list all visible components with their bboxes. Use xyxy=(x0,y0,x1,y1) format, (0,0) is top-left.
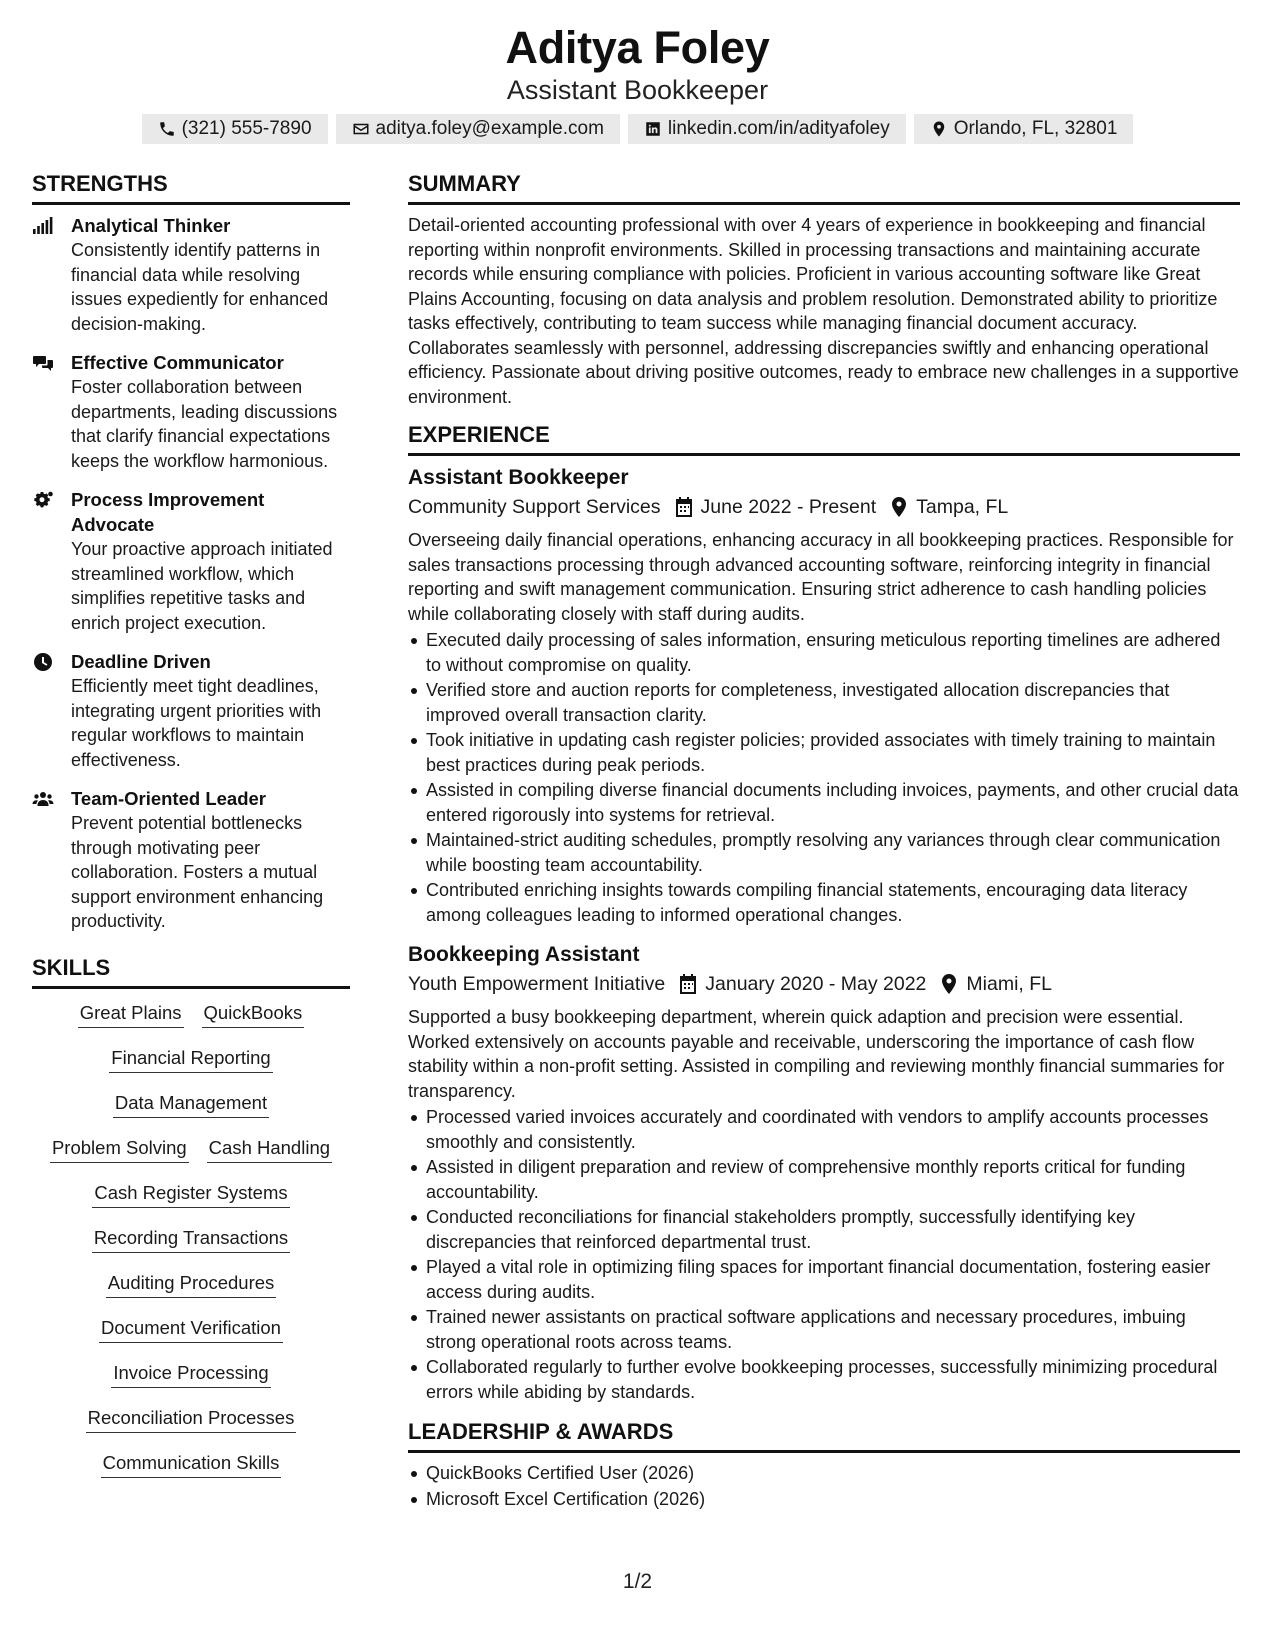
skill-tag: Recording Transactions xyxy=(92,1224,290,1253)
list-item: Microsoft Excel Certification (2026) xyxy=(426,1487,1240,1512)
strength-item xyxy=(32,487,350,635)
email-text: aditya.foley@example.com xyxy=(375,118,604,139)
job-location: Miami, FL xyxy=(966,973,1052,995)
job-dates: June 2022 - Present xyxy=(700,496,877,518)
skill-tag: Great Plains xyxy=(78,999,184,1028)
job-title: Assistant Bookkeeper xyxy=(408,466,629,489)
envelope-icon xyxy=(352,120,370,138)
job-location: Tampa, FL xyxy=(916,496,1009,518)
awards-list xyxy=(408,1461,1240,1511)
right-column xyxy=(408,170,1240,1525)
strength-item xyxy=(32,213,350,336)
skill-tag: QuickBooks xyxy=(202,999,305,1028)
phone-icon xyxy=(158,120,176,138)
location-text: Orlando, FL, 32801 xyxy=(953,118,1118,139)
candidate-role: Assistant Bookkeeper xyxy=(506,75,769,105)
strengths-heading: STRENGTHS xyxy=(32,170,350,205)
strength-desc: Prevent potential bottlenecks through motivating peer collaboration. Fosters a mutual support environment enhancing productivity. xyxy=(71,813,324,931)
strength-desc: Consistently identify patterns in financial data while resolving issues expediently for enhanced decision-making. xyxy=(71,240,329,334)
job-meta xyxy=(408,969,1240,999)
map-pin-icon xyxy=(930,120,948,138)
skill-tag: Auditing Procedures xyxy=(106,1269,277,1298)
team-icon xyxy=(32,789,54,809)
skill-tag: Invoice Processing xyxy=(111,1359,270,1388)
list-item: Assisted in compiling diverse financial documents including invoices, payments, and other crucial data entered rigorously into systems for retrieval. xyxy=(426,778,1240,827)
summary-text: Detail-oriented accounting professional with over 4 years of experience in bookkeeping and financial reporting within nonprofit environments. Skilled in processing transactions and maintaining accurate records while ensuring compliance with policies. Proficient in various accounting software like Great Plains Accounting, focusing on data analysis and problem resolution. Demonstrated ability to prioritize tasks effectively, contributing to team success while managing financial document accuracy. Collaborates seamlessly with personnel, addressing discrepancies swiftly and enhancing operational efficiency. Passionate about driving positive outcomes, ready to embrace new challenges in a supportive environment. xyxy=(408,215,1239,407)
map-pin-icon xyxy=(940,974,958,994)
strength-title: Team-Oriented Leader xyxy=(71,788,266,809)
list-item: Played a vital role in optimizing filing spaces for important financial documentation, fostering easier access during audits. xyxy=(426,1255,1240,1304)
skill-tag: Financial Reporting xyxy=(109,1044,272,1073)
awards-heading: LEADERSHIP & AWARDS xyxy=(408,1418,1240,1453)
skill-tag: Problem Solving xyxy=(50,1134,189,1163)
strength-desc: Foster collaboration between departments, leading discussions that clarify financial expectations keeps the workflow harmonious. xyxy=(71,377,338,471)
list-item: Verified store and auction reports for completeness, investigated allocation discrepancies that improved overall transaction clarity. xyxy=(426,678,1240,727)
job-entry xyxy=(408,464,1240,927)
linkedin-text: linkedin.com/in/adityafoley xyxy=(667,118,890,139)
contact-bar xyxy=(0,114,1275,144)
job-company: Youth Empowerment Initiative xyxy=(408,973,666,995)
job-description: Supported a busy bookkeeping department, wherein quick adaption and precision were essential. Worked extensively on accounts payable and receivable, underscoring the importance of cash flow stability within a non-profit setting. Assisted in compiling and reviewing monthly financial summaries for transparency. xyxy=(408,1007,1225,1101)
strength-desc: Efficiently meet tight deadlines, integrating urgent priorities with regular workflows to maintain effectiveness. xyxy=(71,676,322,770)
phone-text: (321) 555-7890 xyxy=(181,118,312,139)
left-column xyxy=(32,170,350,1494)
job-company: Community Support Services xyxy=(408,496,661,518)
resume-header xyxy=(0,22,1275,144)
calendar-icon xyxy=(675,497,693,517)
contact-phone[interactable] xyxy=(142,114,328,144)
skills-list xyxy=(32,999,350,1494)
strength-title: Effective Communicator xyxy=(71,352,284,373)
job-description: Overseeing daily financial operations, enhancing accuracy in all bookkeeping practices. Responsible for sales transactions processing through advanced accounting software, reinforcing integrity in financial reporting and swift management communication. Ensuring strict adherence to cash handling policies while collaborating closely with staff during audits. xyxy=(408,530,1234,624)
job-entry xyxy=(408,941,1240,1404)
list-item: Executed daily processing of sales information, ensuring meticulous reporting timelines are adhered to without compromise on quality. xyxy=(426,628,1240,677)
page-number: 1/2 xyxy=(622,1570,653,1593)
calendar-icon xyxy=(679,974,697,994)
list-item: Trained newer assistants on practical software applications and necessary procedures, imbuing strong operational roots across teams. xyxy=(426,1305,1240,1354)
summary-heading: SUMMARY xyxy=(408,170,1240,205)
contact-linkedin[interactable] xyxy=(628,114,906,144)
skill-tag: Data Management xyxy=(113,1089,269,1118)
skill-tag: Document Verification xyxy=(99,1314,283,1343)
list-item: Conducted reconciliations for financial stakeholders promptly, successfully identifying key discrepancies that reinforced departmental trust. xyxy=(426,1205,1240,1254)
linkedin-icon xyxy=(644,120,662,138)
job-meta xyxy=(408,492,1240,522)
skill-tag: Communication Skills xyxy=(101,1449,282,1478)
skills-heading: SKILLS xyxy=(32,954,350,989)
contact-location xyxy=(914,114,1134,144)
list-item: QuickBooks Certified User (2026) xyxy=(426,1461,1240,1486)
list-item: Contributed enriching insights towards compiling financial statements, encouraging data literacy among colleagues leading to informed operational changes. xyxy=(426,878,1240,927)
list-item: Processed varied invoices accurately and coordinated with vendors to amplify accounts processes smoothly and consistently. xyxy=(426,1105,1240,1154)
list-item: Took initiative in updating cash register policies; provided associates with timely training to maintain best practices during peak periods. xyxy=(426,728,1240,777)
job-dates: January 2020 - May 2022 xyxy=(705,973,927,995)
strength-desc: Your proactive approach initiated streamlined workflow, which simplifies repetitive tasks and enrich project execution. xyxy=(71,539,333,633)
chat-bubbles-icon xyxy=(32,353,54,373)
job-title: Bookkeeping Assistant xyxy=(408,943,640,966)
list-item: Collaborated regularly to further evolve bookkeeping processes, successfully minimizing procedural errors while abiding by standards. xyxy=(426,1355,1240,1404)
list-item: Assisted in diligent preparation and review of comprehensive monthly reports critical for funding accountability. xyxy=(426,1155,1240,1204)
map-pin-icon xyxy=(890,497,908,517)
strength-title: Analytical Thinker xyxy=(71,215,231,236)
strength-item xyxy=(32,649,350,772)
signal-bars-icon xyxy=(32,216,54,236)
clock-icon xyxy=(32,652,54,672)
gears-icon xyxy=(32,490,54,510)
skill-tag: Cash Register Systems xyxy=(92,1179,289,1208)
job-bullets xyxy=(408,1105,1240,1404)
contact-email[interactable] xyxy=(336,114,620,144)
skill-tag: Reconciliation Processes xyxy=(86,1404,297,1433)
job-bullets xyxy=(408,628,1240,927)
strength-title: Deadline Driven xyxy=(71,651,211,672)
list-item: Maintained-strict auditing schedules, promptly resolving any variances through clear communication while boosting team accountability. xyxy=(426,828,1240,877)
skill-tag: Cash Handling xyxy=(207,1134,332,1163)
strength-item xyxy=(32,786,350,934)
experience-heading: EXPERIENCE xyxy=(408,421,1240,456)
candidate-name: Aditya Foley xyxy=(505,22,770,73)
strength-item xyxy=(32,350,350,473)
strength-title: Process Improvement Advocate xyxy=(71,489,265,535)
